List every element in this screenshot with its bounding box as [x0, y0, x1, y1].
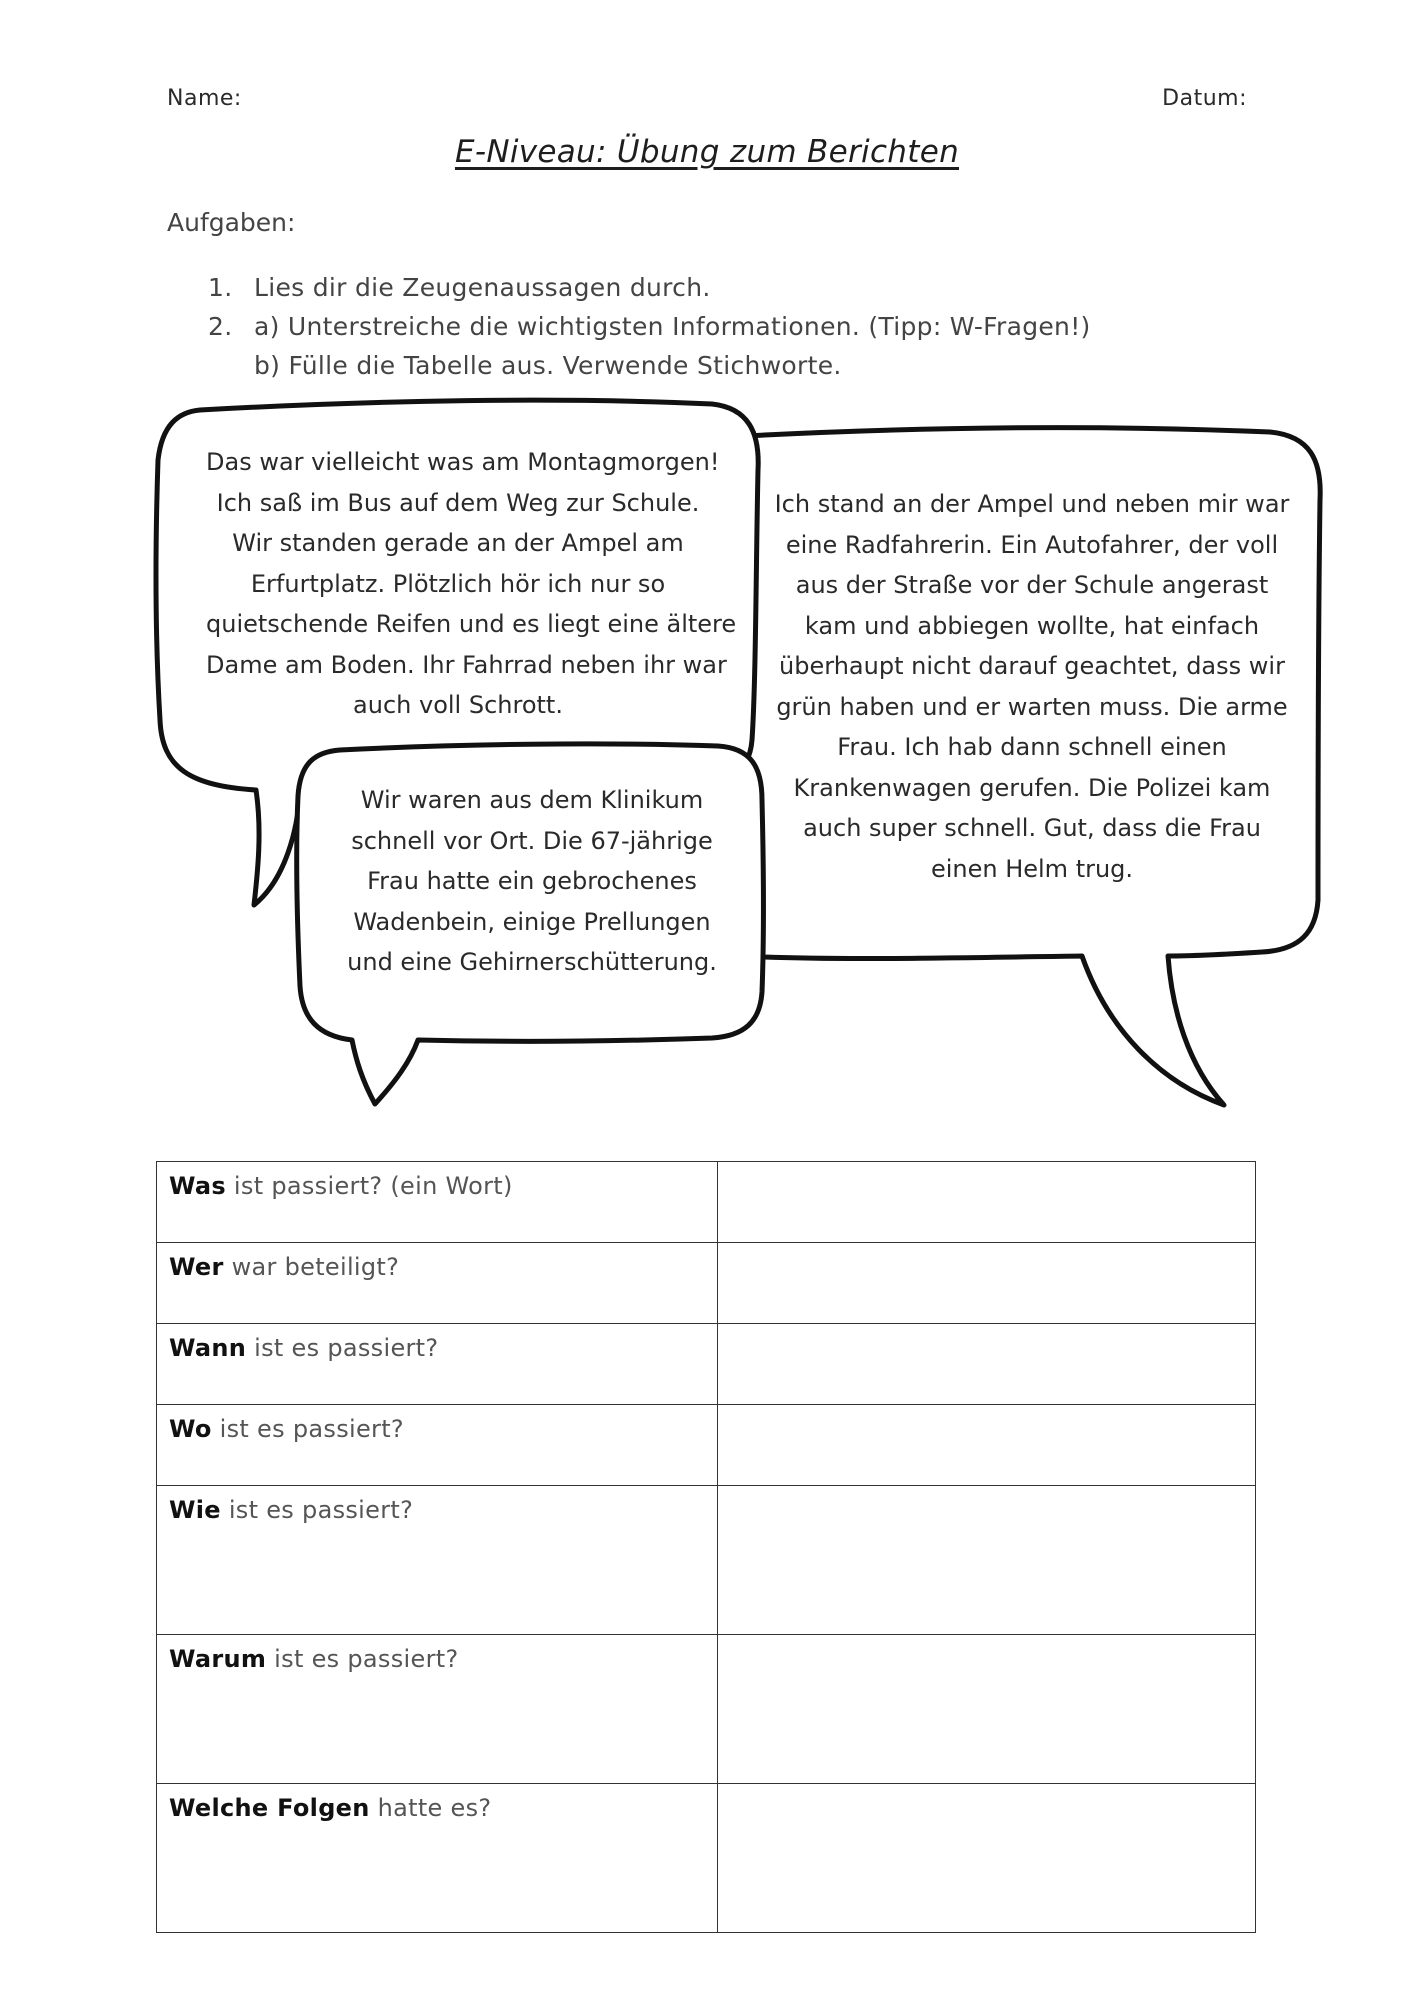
- w-questions-table: [156, 1161, 1256, 1933]
- question-rest: ist es passiert?: [220, 1496, 414, 1524]
- answer-cell[interactable]: [718, 1784, 1256, 1933]
- bubble-line: Krankenwagen gerufen. Die Polizei kam: [793, 773, 1271, 802]
- bubble-text-bottom: [326, 780, 738, 983]
- answer-cell[interactable]: [718, 1635, 1256, 1784]
- bubble-text-right: [770, 484, 1294, 889]
- table-row: [157, 1243, 1256, 1324]
- tasks-heading: Aufgaben:: [167, 208, 296, 237]
- answer-cell[interactable]: [718, 1162, 1256, 1243]
- worksheet-title: E-Niveau: Übung zum Berichten: [454, 134, 960, 170]
- question-keyword: Welche Folgen: [169, 1794, 370, 1822]
- bubble-line: Wir waren aus dem Klinikum: [360, 786, 704, 814]
- bubble-line: kam und abbiegen wollte, hat einfach: [804, 611, 1260, 640]
- question-keyword: Warum: [169, 1645, 267, 1673]
- question-cell: [157, 1162, 718, 1243]
- bubble-line: Ich stand an der Ampel und neben mir war: [774, 490, 1290, 518]
- question-keyword: Was: [169, 1172, 226, 1200]
- bubble-line: aus der Straße vor der Schule angerast: [795, 571, 1269, 599]
- bubble-line: und eine Gehirnerschütterung.: [347, 948, 717, 976]
- bubble-line: Ich saß im Bus auf dem Weg zur Schule.: [216, 488, 700, 517]
- question-rest: ist es passiert?: [211, 1415, 404, 1443]
- question-keyword: Wie: [169, 1496, 221, 1524]
- answer-cell[interactable]: [718, 1405, 1256, 1486]
- task-number: 1.: [208, 273, 233, 302]
- question-rest: hatte es?: [369, 1794, 492, 1822]
- question-rest: ist es passiert?: [266, 1645, 459, 1673]
- bubble-line: einen Helm trug.: [930, 854, 1134, 883]
- bubble-line: quietschende Reifen und es liegt eine ältere: [206, 610, 737, 638]
- question-rest: war beteiligt?: [223, 1253, 400, 1281]
- bubble-line: grün haben und er warten muss. Die arme: [776, 692, 1288, 721]
- question-cell: [157, 1486, 718, 1635]
- date-label: Datum:: [1162, 86, 1247, 111]
- bubble-line: Wadenbein, einige Prellungen: [353, 907, 711, 936]
- bubble-line: auch voll Schrott.: [353, 691, 563, 719]
- question-cell: [157, 1324, 718, 1405]
- task-number: 2.: [208, 312, 233, 341]
- question-cell: [157, 1405, 718, 1486]
- question-cell: [157, 1243, 718, 1324]
- bubble-line: Wir standen gerade an der Ampel am: [232, 529, 684, 557]
- question-cell: [157, 1635, 718, 1784]
- table-row: [157, 1635, 1256, 1784]
- question-rest: ist es passiert?: [246, 1334, 439, 1362]
- bubble-line: Das war vielleicht was am Montagmorgen!: [206, 448, 720, 476]
- bubble-line: schnell vor Ort. Die 67-jährige: [351, 826, 713, 855]
- question-rest: ist passiert? (ein Wort): [226, 1172, 513, 1200]
- table-row: [157, 1405, 1256, 1486]
- bubble-line: auch super schnell. Gut, dass die Frau: [803, 814, 1261, 842]
- bubble-line: Frau. Ich hab dann schnell einen: [837, 733, 1227, 761]
- question-keyword: Wer: [169, 1253, 224, 1281]
- table-row: [157, 1784, 1256, 1933]
- answer-cell[interactable]: [718, 1324, 1256, 1405]
- task-subitem: b) Fülle die Tabelle aus. Verwende Stichworte.: [254, 351, 842, 380]
- name-label: Name:: [167, 86, 242, 111]
- bubble-line: Dame am Boden. Ihr Fahrrad neben ihr war: [206, 650, 727, 679]
- bubble-line: Erfurtplatz. Plötzlich hör ich nur so: [250, 569, 666, 598]
- question-keyword: Wann: [169, 1334, 247, 1362]
- task-text: Lies dir die Zeugenaussagen durch.: [254, 273, 711, 302]
- bubble-text-left: [206, 442, 737, 726]
- bubble-line: Frau hatte ein gebrochenes: [367, 867, 697, 895]
- question-cell: [157, 1784, 718, 1933]
- answer-cell[interactable]: [718, 1243, 1256, 1324]
- table-row: [157, 1486, 1256, 1635]
- answer-cell[interactable]: [718, 1486, 1256, 1635]
- question-keyword: Wo: [169, 1415, 212, 1443]
- table-row: [157, 1324, 1256, 1405]
- table-row: [157, 1162, 1256, 1243]
- task-text: a) Unterstreiche die wichtigsten Informationen. (Tipp: W-Fragen!): [254, 312, 1091, 341]
- bubble-line: eine Radfahrerin. Ein Autofahrer, der voll: [785, 530, 1279, 559]
- bubble-line: überhaupt nicht darauf geachtet, dass wir: [779, 652, 1285, 680]
